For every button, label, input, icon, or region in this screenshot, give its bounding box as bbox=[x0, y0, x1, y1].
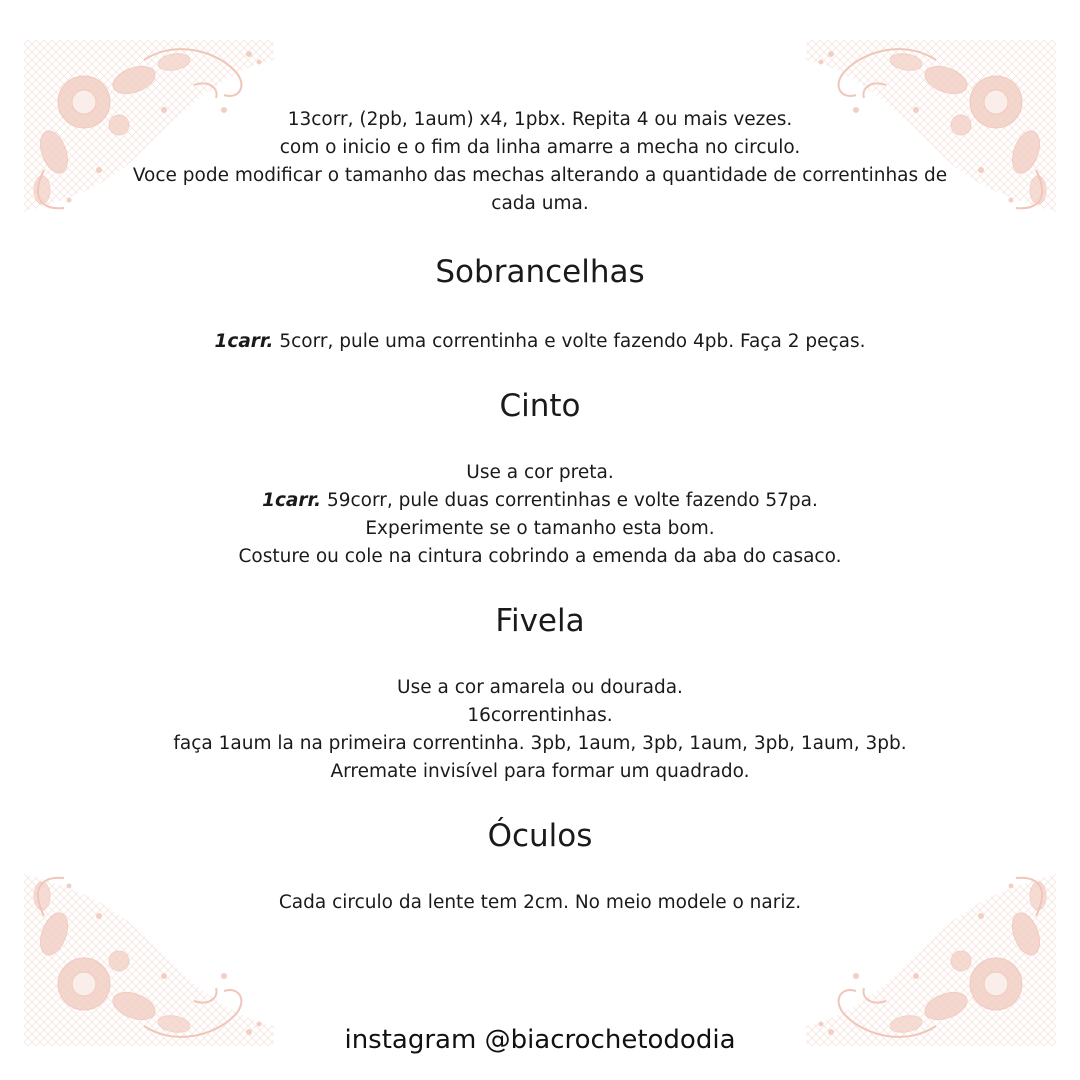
instruction-line: com o inicio e o fim da linha amarre a mecha no circulo. bbox=[279, 137, 801, 158]
instagram-handle: instagram @biacrochetododia bbox=[344, 1025, 736, 1055]
instruction-line: Cada circulo da lente tem 2cm. No meio modele o nariz. bbox=[278, 892, 802, 913]
instruction-line: Experimente se o tamanho esta bom. bbox=[365, 518, 715, 539]
section-title-sobrancelhas: Sobrancelhas bbox=[435, 254, 645, 290]
section-title-fivela: Fivela bbox=[495, 603, 585, 639]
instruction-line: 16correntinhas. bbox=[467, 705, 613, 726]
row-label: 1carr. bbox=[214, 331, 274, 352]
section-title-oculos: Óculos bbox=[487, 818, 593, 854]
pattern-instructions bbox=[110, 106, 970, 917]
instruction-line: Arremate invisível para formar um quadrado. bbox=[330, 761, 750, 782]
instruction-line bbox=[110, 328, 970, 356]
instruction-line: Costure ou cole na cintura cobrindo a emenda da aba do casaco. bbox=[238, 546, 842, 567]
sobrancelhas-instructions bbox=[110, 328, 970, 356]
instruction-line: faça 1aum la na primeira correntinha. 3pb, 1aum, 3pb, 1aum, 3pb, 1aum, 3pb. bbox=[173, 733, 907, 754]
instruction-line: 13corr, (2pb, 1aum) x4, 1pbx. Repita 4 ou mais vezes. bbox=[287, 109, 793, 130]
cinto-instructions bbox=[110, 459, 970, 571]
instruction-line bbox=[110, 487, 970, 515]
section-title-cinto: Cinto bbox=[499, 388, 581, 424]
row-label: 1carr. bbox=[262, 490, 322, 511]
fivela-instructions bbox=[110, 674, 970, 786]
instruction-line: Use a cor amarela ou dourada. bbox=[397, 677, 683, 698]
row-text: 5corr, pule uma correntinha e volte fazendo 4pb. Faça 2 peças. bbox=[273, 331, 866, 352]
oculos-instructions bbox=[110, 889, 970, 917]
row-text: 59corr, pule duas correntinhas e volte fazendo 57pa. bbox=[321, 490, 818, 511]
hair-instructions bbox=[110, 106, 970, 218]
instruction-line: Use a cor preta. bbox=[466, 462, 614, 483]
instruction-line: Voce pode modificar o tamanho das mechas alterando a quantidade de correntinhas de cada uma. bbox=[132, 165, 948, 214]
